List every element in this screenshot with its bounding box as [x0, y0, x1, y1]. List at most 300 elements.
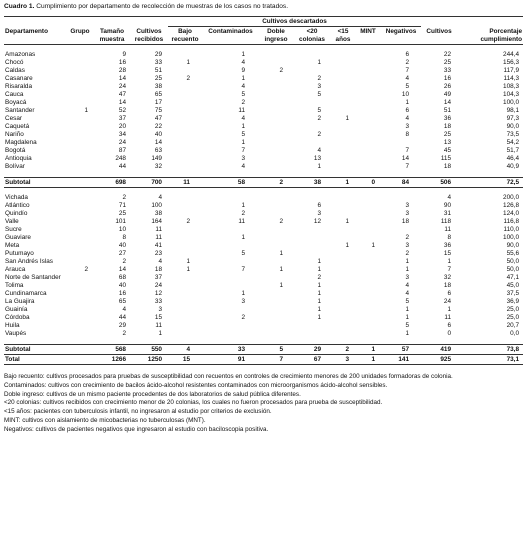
table-cell [66, 226, 94, 234]
table-cell: Meta [5, 242, 20, 249]
table-cell [355, 75, 381, 83]
table-cell: 1 [317, 266, 321, 273]
table-cell: 71 [118, 202, 126, 209]
table-cell: 7 [259, 355, 293, 365]
table-cell: 73,5 [506, 131, 520, 138]
table-cell [355, 210, 381, 218]
table-cell [331, 147, 355, 155]
table-cell [66, 194, 94, 202]
table-cell [168, 322, 202, 330]
table-cell [355, 147, 381, 155]
table-caption [4, 3, 523, 10]
table-cell [293, 330, 331, 338]
table-cell: Vaupés [5, 330, 27, 337]
table-cell: 1 [317, 298, 321, 305]
table-cell [293, 226, 331, 234]
table-cell: 1 [241, 139, 245, 146]
table-cell: Antioquia [5, 155, 32, 162]
table-cell: 50,0 [506, 266, 520, 273]
table-cell: Cesar [5, 115, 23, 122]
table-cell [355, 59, 381, 67]
table-row [4, 155, 523, 163]
table-cell [331, 298, 355, 306]
table-cell: 2 [331, 345, 355, 355]
table-cell: 8 [405, 131, 410, 138]
table-cell [66, 59, 94, 67]
table-cell [202, 282, 259, 290]
table-cell: Santander [5, 107, 35, 114]
col-doble: Doble ingreso [259, 27, 293, 45]
table-cell: 2 [317, 115, 321, 122]
table-cell [259, 107, 293, 115]
table-cell [331, 258, 355, 266]
table-cell [331, 75, 355, 83]
table-row [4, 123, 523, 131]
table-cell [168, 226, 202, 234]
table-cell: 18 [401, 218, 410, 225]
table-cell: 11 [168, 178, 202, 188]
footnote: Bajo recuento: cultivos procesados para pruebas de susceptibilidad con recuentos en controles de crecimiento menores de 200 unidades formadoras de colonia. [4, 373, 453, 380]
table-cell [259, 194, 293, 202]
table-cell [355, 306, 381, 314]
table-cell: 18 [443, 163, 452, 170]
table-cell: 4 [405, 290, 410, 297]
table-cell: 1 [186, 59, 190, 66]
table-cell [331, 83, 355, 91]
table-cell: 37 [118, 115, 126, 122]
table-cell: 14 [118, 266, 126, 273]
table-cell [259, 155, 293, 163]
table-cell: Total [4, 355, 66, 365]
table-cell [259, 202, 293, 210]
table-cell: 44 [118, 163, 126, 170]
table-cell: 4 [158, 258, 162, 265]
table-cell: 3 [405, 123, 410, 130]
table-cell: 1 [241, 234, 245, 241]
table-cell: 1 [317, 59, 321, 66]
table-cell: 1 [405, 258, 410, 265]
table-cell [259, 75, 293, 83]
table-cell [331, 163, 355, 171]
table-cell [355, 91, 381, 99]
table-cell: 1 [241, 202, 245, 209]
table-cell: 72,5 [457, 178, 523, 188]
table-cell: 4 [122, 306, 126, 313]
table-cell [168, 202, 202, 210]
table-cell [168, 115, 202, 123]
table-cell: 7 [405, 163, 410, 170]
table-cell: 38 [293, 178, 331, 188]
table-cell: 38 [154, 210, 162, 217]
table-cell: 18 [443, 282, 452, 289]
table-cell: 1 [241, 290, 245, 297]
table-cell: 141 [381, 355, 421, 365]
table-cell: 8 [122, 234, 126, 241]
table-cell: 65 [118, 298, 126, 305]
table-cell: 11 [444, 226, 452, 233]
table-cell: 1 [405, 306, 410, 313]
table-cell: 124,0 [503, 210, 520, 217]
table-row [4, 226, 523, 234]
table-cell [259, 91, 293, 99]
table-cell: Magdalena [5, 139, 37, 146]
table-cell: 1 [279, 250, 283, 257]
table-cell [355, 226, 381, 234]
table-row [4, 147, 523, 155]
table-cell: Putumayo [5, 250, 34, 257]
table-cell: 5 [405, 298, 410, 305]
table-cell [293, 67, 331, 75]
table-cell [331, 306, 355, 314]
table-cell: Quindío [5, 210, 28, 217]
table-cell: 41 [154, 242, 162, 249]
table-cell [66, 314, 94, 322]
table-cell: 4 [447, 194, 452, 201]
table-cell: 11 [238, 218, 245, 225]
table-cell [331, 330, 355, 338]
table-cell [168, 330, 202, 338]
table-row [4, 210, 523, 218]
table-cell [331, 59, 355, 67]
table-cell [293, 322, 331, 330]
table-cell: 68 [118, 274, 126, 281]
table-row [4, 59, 523, 67]
table-cell: 73,8 [457, 345, 523, 355]
table-cell [259, 226, 293, 234]
table-cell [168, 282, 202, 290]
table-cell [293, 234, 331, 242]
table-cell: 14 [443, 99, 452, 106]
table-cell: 2 [186, 218, 190, 225]
table-cell: 3 [405, 210, 410, 217]
table-cell: 87 [118, 147, 126, 154]
table-cell [202, 322, 259, 330]
table-cell: 75 [154, 107, 162, 114]
table-cell [331, 99, 355, 107]
table-cell: 4 [317, 147, 321, 154]
table-cell [66, 345, 94, 355]
table-cell: Guaviare [5, 234, 31, 241]
table-cell: 15 [443, 250, 452, 257]
table-cell: 10 [401, 91, 410, 98]
compliance-table [4, 16, 523, 365]
table-cell: 164 [151, 218, 162, 225]
table-cell: 4 [241, 115, 245, 122]
table-cell: Nariño [5, 131, 24, 138]
table-cell [331, 155, 355, 163]
table-cell: 44 [118, 314, 126, 321]
table-cell: Cundinamarca [5, 290, 47, 297]
table-row [4, 67, 523, 75]
table-cell: La Guajira [5, 298, 35, 305]
table-cell: 1 [345, 218, 349, 225]
table-cell [168, 107, 202, 115]
discarded-group-header: Cultivos descartados [168, 17, 421, 27]
table-cell: 1 [158, 330, 162, 337]
table-cell: 5 [241, 250, 245, 257]
table-cell: 12 [154, 290, 162, 297]
table-cell: 16 [118, 59, 126, 66]
table-cell [168, 83, 202, 91]
table-cell: 84 [381, 178, 421, 188]
table-cell [66, 131, 94, 139]
table-cell: 0 [447, 330, 452, 337]
col-bajo: Bajo recuento [168, 27, 202, 45]
table-cell: 4 [241, 59, 245, 66]
table-cell: Chocó [5, 59, 24, 66]
table-cell [66, 83, 94, 91]
table-cell: 25 [443, 59, 452, 66]
table-cell: San Andrés Islas [5, 258, 53, 265]
table-cell: 13 [443, 139, 452, 146]
table-cell [355, 194, 381, 202]
table-cell: 34 [118, 131, 126, 138]
table-row [4, 218, 523, 226]
table-cell [168, 147, 202, 155]
table-cell: 3 [241, 298, 245, 305]
table-cell [259, 131, 293, 139]
table-cell [331, 226, 355, 234]
table-cell [259, 147, 293, 155]
table-cell: 36,9 [506, 298, 520, 305]
table-cell: 1 [279, 266, 283, 273]
table-row [4, 83, 523, 91]
table-cell: 5 [317, 91, 321, 98]
table-cell: 4 [241, 163, 245, 170]
table-row [4, 234, 523, 242]
table-cell [168, 163, 202, 171]
table-cell: Bogotá [5, 147, 26, 154]
table-cell: 31 [443, 210, 452, 217]
table-cell: Sucre [5, 226, 22, 233]
table-cell: 100 [151, 202, 162, 209]
table-cell: 568 [94, 345, 130, 355]
table-cell: 2 [279, 67, 283, 74]
table-cell: 698 [94, 178, 130, 188]
table-cell [293, 123, 331, 131]
table-cell: 4 [405, 282, 410, 289]
table-cell: 27 [118, 250, 126, 257]
table-cell [331, 234, 355, 242]
table-cell: 37,5 [506, 290, 520, 297]
table-cell: 6 [317, 202, 321, 209]
table-cell [355, 131, 381, 139]
table-cell: 97,3 [506, 115, 520, 122]
table-cell: 45,0 [506, 282, 520, 289]
table-cell [66, 242, 94, 250]
table-cell [355, 298, 381, 306]
table-cell: Subtotal [4, 345, 66, 355]
table-cell: 24 [154, 282, 162, 289]
table-cell: 118 [440, 218, 452, 225]
table-cell: 2 [122, 194, 126, 201]
table-cell [259, 306, 293, 314]
table-cell: 1 [371, 242, 375, 249]
col-tamano: Tamaño muestra [94, 27, 130, 45]
table-cell [331, 282, 355, 290]
table-cell: 90,0 [506, 242, 520, 249]
table-cell: 24 [118, 139, 126, 146]
table-cell: 32 [154, 163, 162, 170]
table-cell: Casanare [5, 75, 33, 82]
table-row [4, 282, 523, 290]
table-cell: 25 [118, 210, 126, 217]
table-cell: 506 [421, 178, 457, 188]
table-cell [259, 234, 293, 242]
footnote: <20 colonias: cultivos recibidos con crecimiento menor de 20 colonias, los cuales no fueron procesados para prueba de susceptibilidad. [4, 399, 383, 407]
table-cell: 0,0 [510, 330, 520, 337]
table-cell [168, 298, 202, 306]
table-cell: 126,8 [503, 202, 520, 209]
table-cell: 550 [130, 345, 168, 355]
table-cell [66, 258, 94, 266]
table-cell: 1 [317, 314, 321, 321]
table-cell: Subtotal [4, 178, 66, 188]
table-cell [66, 163, 94, 171]
table-cell [331, 322, 355, 330]
table-cell: 51 [154, 67, 162, 74]
table-cell: 2 [405, 59, 410, 66]
table-cell: 90 [443, 202, 452, 209]
table-cell [66, 99, 94, 107]
table-cell: 115 [440, 155, 452, 162]
table-cell: 7 [405, 67, 410, 74]
table-cell: 17 [154, 99, 162, 106]
table-cell: 98,1 [506, 107, 520, 114]
table-cell [331, 139, 355, 147]
table-cell [168, 274, 202, 282]
table-cell: 14 [118, 75, 126, 82]
table-cell: 5 [317, 107, 321, 114]
table-cell: 33 [202, 345, 259, 355]
subtotal-row [4, 345, 523, 355]
table-cell: 6 [405, 107, 410, 114]
table-cell [259, 290, 293, 298]
table-cell: 63 [154, 147, 162, 154]
table-cell: 29 [154, 51, 162, 58]
table-cell [355, 314, 381, 322]
table-cell: 29 [118, 322, 126, 329]
table-cell: 3 [317, 210, 321, 217]
table-cell: 28 [118, 67, 126, 74]
table-cell: Atlántico [5, 202, 30, 209]
table-cell [66, 330, 94, 338]
table-cell: 32 [443, 274, 452, 281]
table-cell [66, 178, 94, 188]
table-cell [66, 306, 94, 314]
table-cell: 33 [154, 59, 162, 66]
table-cell [168, 91, 202, 99]
table-cell [355, 51, 381, 59]
table-cell [355, 282, 381, 290]
table-cell: 1 [279, 282, 283, 289]
table-cell: 2 [186, 75, 190, 82]
table-cell [66, 218, 94, 226]
col-menos20: <20 colonias [293, 27, 331, 45]
table-cell: 40,9 [506, 163, 520, 170]
table-cell [381, 139, 421, 147]
header-group-row [4, 17, 523, 27]
table-cell: 1266 [94, 355, 130, 365]
table-cell: 156,3 [503, 59, 520, 66]
table-cell: Boyacá [5, 99, 27, 106]
table-cell: 47 [118, 91, 126, 98]
table-cell [259, 139, 293, 147]
table-cell [168, 123, 202, 131]
table-cell: Bolívar [5, 163, 25, 170]
table-cell: 57 [381, 345, 421, 355]
table-cell [355, 218, 381, 226]
table-cell: 14 [118, 99, 126, 106]
table-cell: Córdoba [5, 314, 30, 321]
table-cell: 3 [317, 83, 321, 90]
table-cell [355, 250, 381, 258]
table-cell [66, 75, 94, 83]
table-cell [66, 290, 94, 298]
table-cell: 7 [241, 266, 245, 273]
table-cell: 4 [168, 345, 202, 355]
table-cell: 8 [447, 234, 452, 241]
table-cell [66, 322, 94, 330]
table-cell: 1 [355, 355, 381, 365]
table-row [4, 258, 523, 266]
table-cell [66, 139, 94, 147]
table-cell: 50,0 [506, 258, 520, 265]
table-cell: 149 [151, 155, 162, 162]
table-row [4, 202, 523, 210]
table-cell: 4 [158, 194, 162, 201]
table-cell: 2 [405, 250, 410, 257]
table-cell: 2 [241, 210, 245, 217]
table-cell: 14 [154, 139, 162, 146]
table-cell: 9 [122, 51, 126, 58]
table-cell: 1 [317, 163, 321, 170]
table-cell [66, 51, 94, 59]
table-cell: 117,9 [503, 67, 520, 74]
table-cell: 11 [444, 314, 452, 321]
table-cell: 25,0 [506, 314, 520, 321]
table-cell: 65 [154, 91, 162, 98]
table-cell: 38 [154, 83, 162, 90]
table-cell [355, 107, 381, 115]
table-cell [66, 234, 94, 242]
table-row [4, 330, 523, 338]
table-cell [259, 115, 293, 123]
col-contaminados: Contaminados [202, 27, 259, 45]
table-cell: 18 [443, 123, 452, 130]
table-row [4, 322, 523, 330]
table-cell: 1 [241, 51, 245, 58]
table-cell [168, 155, 202, 163]
table-cell [331, 290, 355, 298]
table-cell: 6 [447, 322, 452, 329]
table-cell: Cauca [5, 91, 24, 98]
table-cell [331, 107, 355, 115]
subtotal-row [4, 178, 523, 188]
table-cell [293, 242, 331, 250]
table-cell: 110,0 [503, 226, 520, 233]
table-cell [381, 226, 421, 234]
table-cell: 3 [241, 155, 245, 162]
table-cell: Caldas [5, 67, 25, 74]
table-cell: 3 [405, 242, 410, 249]
table-cell: 51,7 [506, 147, 520, 154]
table-cell [168, 194, 202, 202]
table-cell: 1 [447, 258, 452, 265]
table-row [4, 51, 523, 59]
table-cell [355, 266, 381, 274]
table-cell: 100,0 [503, 99, 520, 106]
